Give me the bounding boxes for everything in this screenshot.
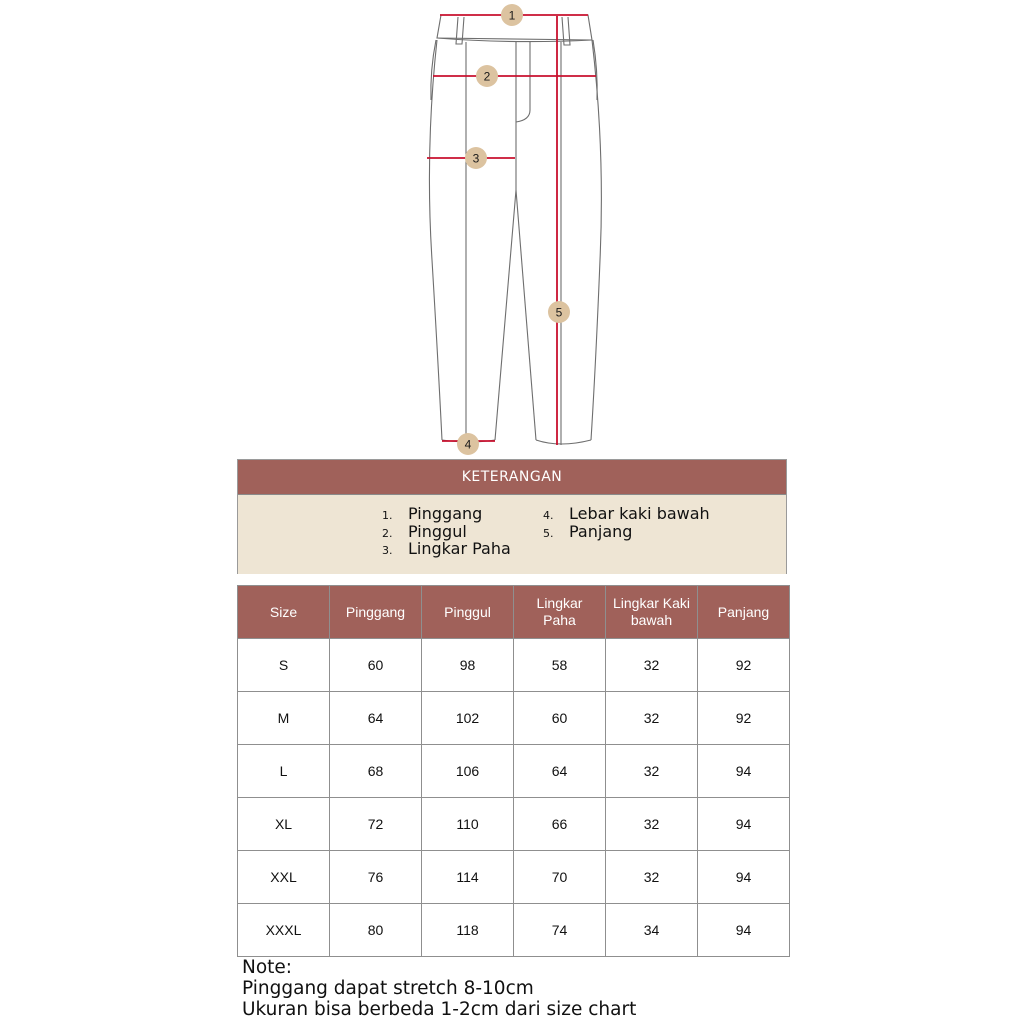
- value-cell: 80: [330, 904, 422, 957]
- note-block: [242, 957, 636, 1020]
- value-cell: 68: [330, 745, 422, 798]
- legend-item-label: Pinggul: [408, 521, 467, 541]
- table-header-cell: [330, 586, 422, 639]
- value-cell: 118: [422, 904, 514, 957]
- value-cell: 76: [330, 851, 422, 904]
- value-cell: 72: [330, 798, 422, 851]
- value-cell: 94: [698, 798, 790, 851]
- value-cell: 114: [422, 851, 514, 904]
- legend-box: [237, 459, 787, 574]
- note-title: Note:: [242, 957, 293, 978]
- size-cell: L: [238, 745, 330, 798]
- size-cell: XXXL: [238, 904, 330, 957]
- fly-outline: [516, 42, 530, 122]
- table-header-text: Panjang: [717, 603, 770, 620]
- value-cell: 94: [698, 745, 790, 798]
- center-seam: [495, 42, 516, 440]
- value-cell: 64: [514, 745, 606, 798]
- pocket-left: [431, 40, 436, 100]
- table-header-cell: [422, 586, 514, 639]
- legend-item-number: 5.: [543, 526, 554, 540]
- legend-item: [543, 504, 710, 522]
- table-row: [238, 639, 790, 692]
- table-row: [238, 692, 790, 745]
- value-cell: 32: [606, 639, 698, 692]
- table-header-text: bawah: [630, 612, 673, 628]
- legend-item: [382, 522, 511, 540]
- value-cell: 32: [606, 745, 698, 798]
- svg-text:5: 5: [555, 305, 563, 320]
- legend-item-label: Pinggang: [408, 504, 483, 523]
- value-cell: 92: [698, 639, 790, 692]
- value-cell: 32: [606, 798, 698, 851]
- legend-item: [382, 504, 511, 522]
- center-seam-right: [516, 190, 536, 440]
- legend-item: [382, 539, 511, 557]
- marker-4: [457, 433, 479, 455]
- table-header-cell: [514, 586, 606, 639]
- marker-2: [476, 65, 498, 87]
- note-line: Pinggang dapat stretch 8-10cm: [242, 978, 534, 999]
- table-header-text: Paha: [543, 612, 576, 628]
- table-header-row: [238, 586, 790, 639]
- value-cell: 66: [514, 798, 606, 851]
- size-cell: S: [238, 639, 330, 692]
- legend-item-label: Panjang: [569, 521, 633, 541]
- value-cell: 106: [422, 745, 514, 798]
- table-header-text: Pinggang: [345, 603, 406, 620]
- value-cell: 102: [422, 692, 514, 745]
- value-cell: 110: [422, 798, 514, 851]
- legend-item-number: 4.: [543, 509, 554, 522]
- legend-column-1: [382, 504, 511, 557]
- marker-5: [548, 301, 570, 323]
- table-header-text: Size: [269, 603, 298, 620]
- size-cell: M: [238, 692, 330, 745]
- marker-3: [465, 147, 487, 169]
- table-header-text: Pinggul: [444, 603, 491, 620]
- table-row: [238, 904, 790, 957]
- value-cell: 32: [606, 851, 698, 904]
- table-header-cell: [238, 586, 330, 639]
- size-cell: XL: [238, 798, 330, 851]
- value-cell: 60: [330, 639, 422, 692]
- size-chart-table: [237, 585, 790, 957]
- value-cell: 74: [514, 904, 606, 957]
- value-cell: 70: [514, 851, 606, 904]
- legend-item-label: Lebar kaki bawah: [569, 504, 710, 523]
- value-cell: 60: [514, 692, 606, 745]
- value-cell: 98: [422, 639, 514, 692]
- value-cell: 64: [330, 692, 422, 745]
- right-hem: [536, 440, 591, 444]
- legend-item-label: Lingkar Paha: [408, 539, 511, 558]
- note-line: Ukuran bisa berbeda 1-2cm dari size chart: [242, 999, 637, 1020]
- legend-item-number: 1.: [382, 509, 393, 522]
- legend-item: [543, 522, 710, 540]
- right-leg-outer: [591, 40, 601, 440]
- value-cell: 34: [606, 904, 698, 957]
- table-header-text: Lingkar: [536, 595, 583, 611]
- legend-column-2: [543, 504, 710, 539]
- value-cell: 58: [514, 639, 606, 692]
- value-cell: 92: [698, 692, 790, 745]
- svg-text:1: 1: [508, 8, 516, 23]
- value-cell: 94: [698, 851, 790, 904]
- svg-text:4: 4: [464, 437, 472, 452]
- marker-1: [501, 4, 523, 26]
- table-header-cell: [698, 586, 790, 639]
- pants-diagram: [400, 0, 630, 458]
- size-cell: XXL: [238, 851, 330, 904]
- table-row: [238, 798, 790, 851]
- table-header-text: Lingkar Kaki: [612, 595, 691, 611]
- svg-text:2: 2: [483, 69, 491, 84]
- legend-item-number: 3.: [382, 544, 393, 557]
- table-header-cell: [606, 586, 698, 639]
- legend-title: KETERANGAN: [238, 460, 786, 495]
- value-cell: 94: [698, 904, 790, 957]
- legend-item-number: 2.: [382, 526, 393, 540]
- table-row: [238, 745, 790, 798]
- table-row: [238, 851, 790, 904]
- value-cell: 32: [606, 692, 698, 745]
- left-leg-outer: [429, 40, 442, 440]
- svg-text:3: 3: [472, 151, 480, 166]
- legend-body: [238, 495, 786, 574]
